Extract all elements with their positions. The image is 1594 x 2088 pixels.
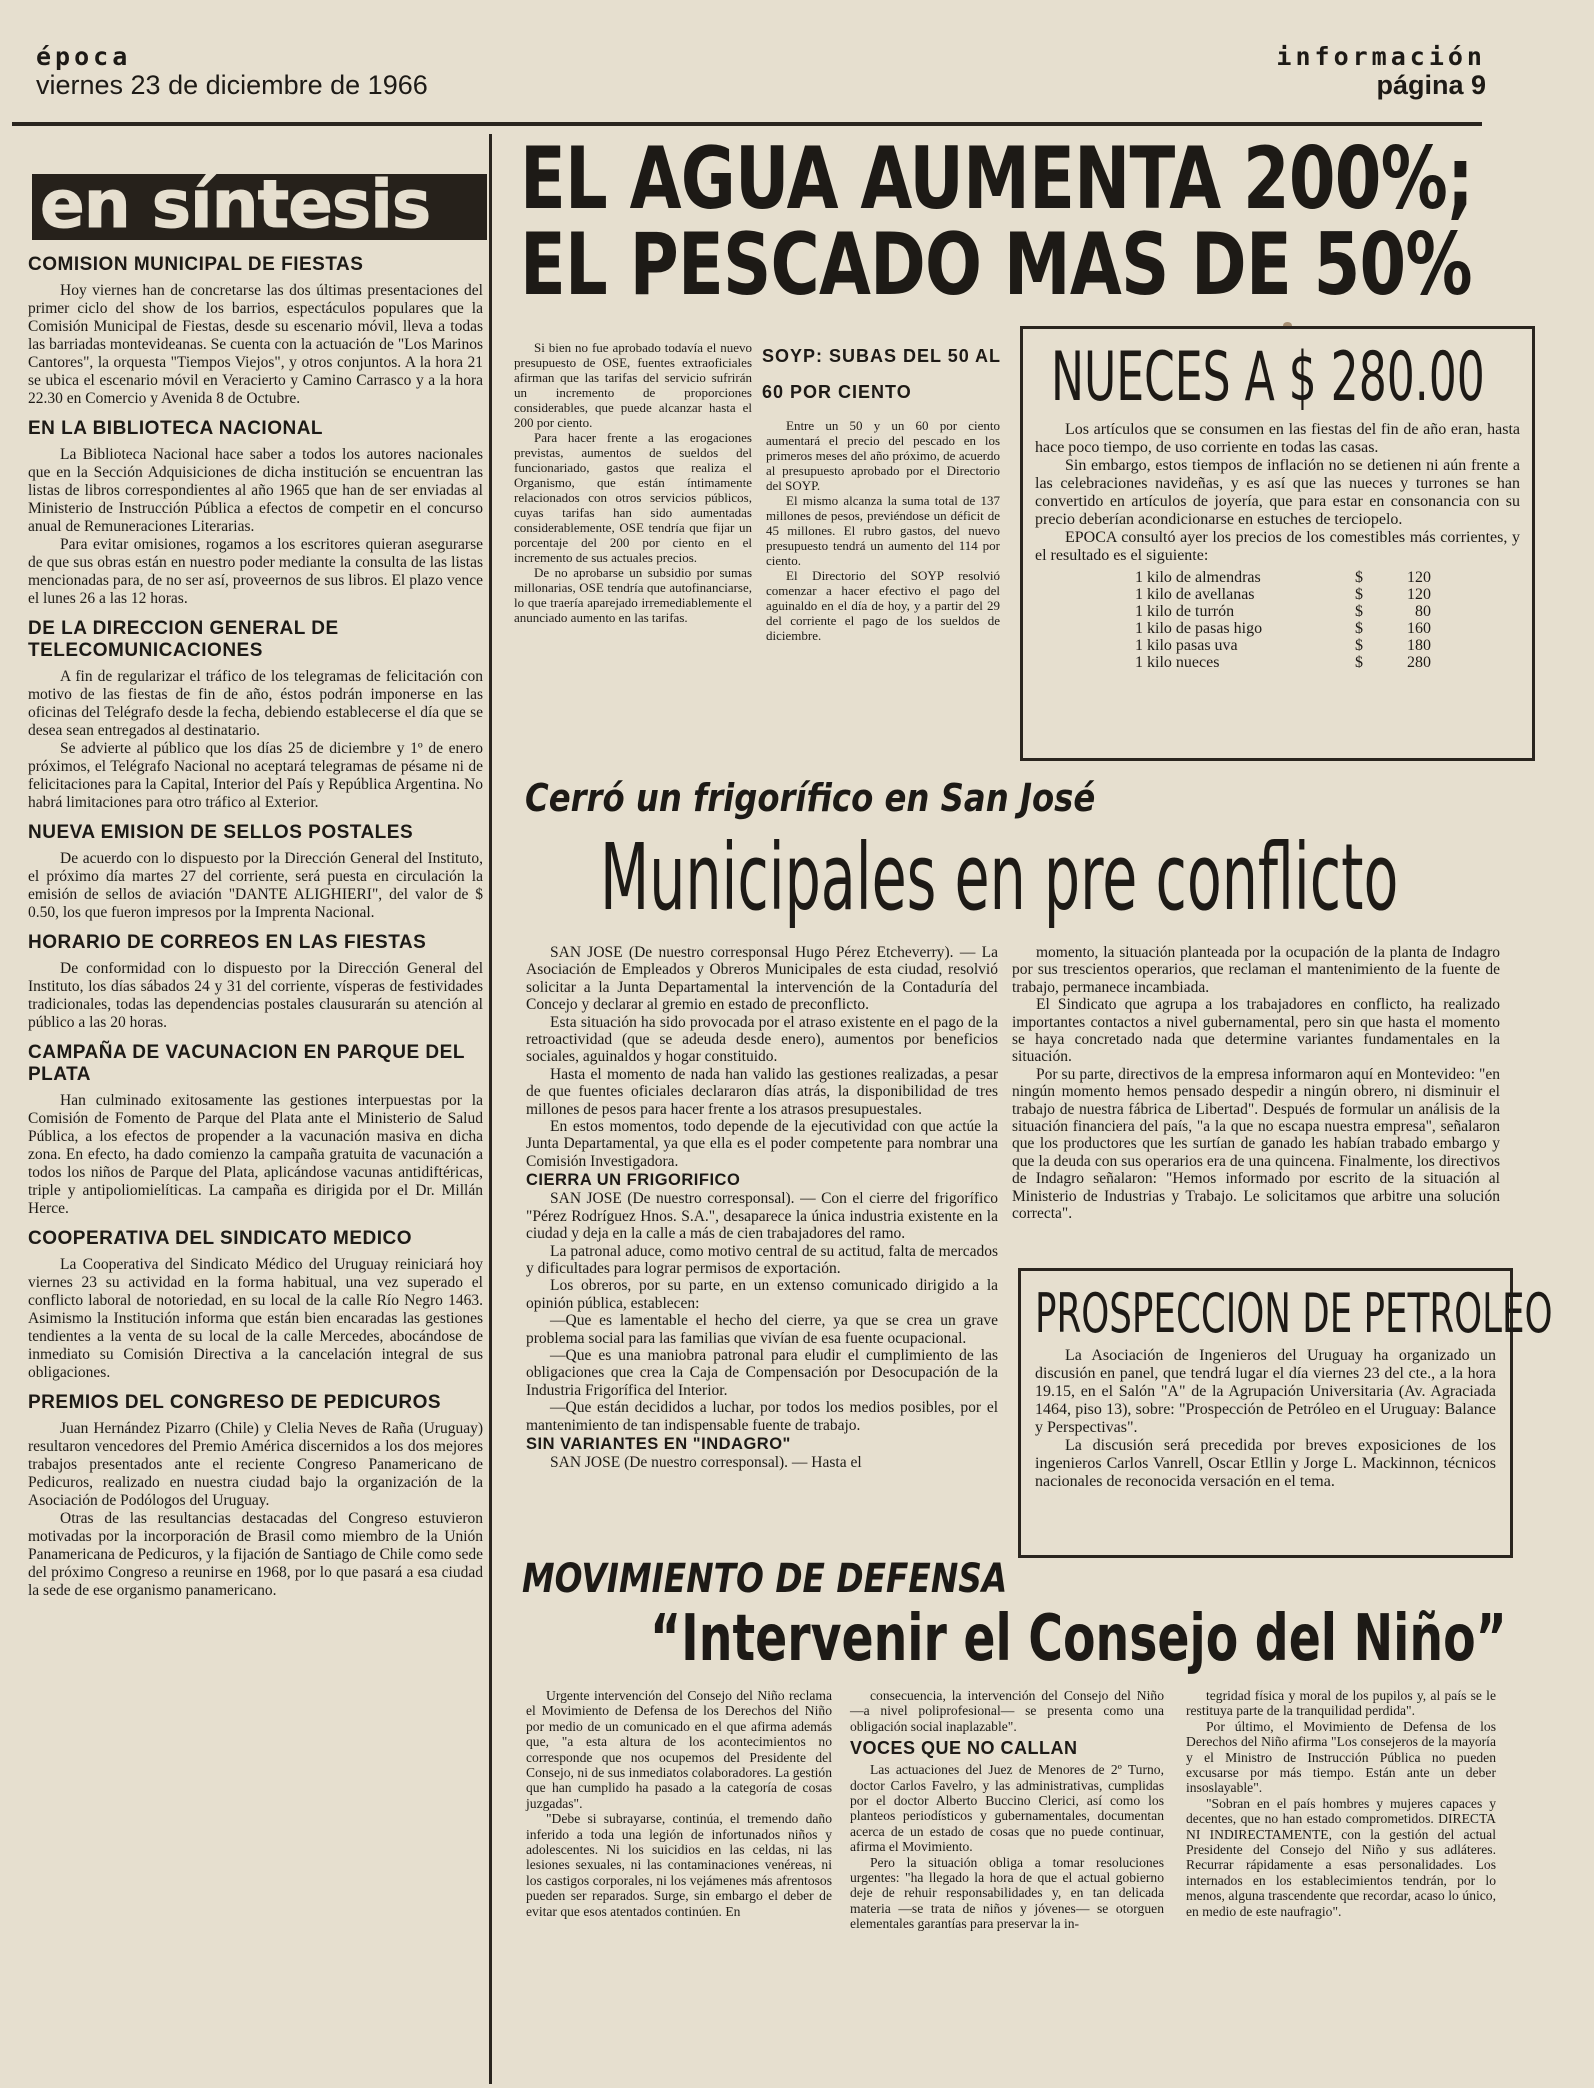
agua-paragraph: De no aprobarse un subsidio por sumas millonarias, OSE tendría que autofinanciarse, lo que traería aparejado irremediablemente el anunciado aumento en las tarifas. bbox=[514, 565, 752, 625]
brief-item bbox=[28, 418, 483, 608]
article-subheading: VOCES QUE NO CALLAN bbox=[850, 1738, 1078, 1759]
petroleo-paragraph: La Asociación de Ingenieros del Uruguay ha organizado un discusión en panel, que tendrá lugar el día viernes 23 del cte., a la hora 19.15, en el Salón "A" de la Agrupación Universitaria (Av. Agraciada 1464, piso 13), sobre: "Prospección de Petróleo en el Uruguay: Balance y Perspectivas". bbox=[1035, 1347, 1496, 1436]
soyp-paragraph: El mismo alcanza la suma total de 137 millones de pesos, previéndose un déficit de 45 millones. El rubro gastos, del nuevo presupuesto tendrá un aumento del 114 por ciento. bbox=[766, 493, 1000, 568]
consejo-paragraph: Pero la situación obliga a tomar resoluciones urgentes: "ha llegado la hora de que el actual gobierno deje de rehuir responsabilidades y, en tan delicada materia —se trata de niños y jóvenes— se otorguen elementales garantías para preservar la in- bbox=[850, 1854, 1164, 1932]
agua-headline bbox=[520, 129, 1474, 315]
brief-paragraph: La Biblioteca Nacional hace saber a todos los autores nacionales que en la Sección Adquisiciones de dicha institución se encuentran las listas de libros correspondientes al año 1965 que han de ser enviadas al Ministerio de Instrucción Pública a efectos de competir en el concurso anual de Remuneraciones Literarias. bbox=[28, 446, 483, 535]
consejo-headline: “Intervenir el Consejo del Niño” bbox=[650, 1602, 1507, 1676]
article-subheading: CIERRA UN FRIGORIFICO bbox=[526, 1171, 741, 1190]
frigorifico-paragraph: Los obreros, por su parte, en un extenso comunicado dirigido a la opinión pública, establecen: bbox=[526, 1277, 998, 1312]
frigorifico-paragraph: El Sindicato que agrupa a los trabajadores en conflicto, ha realizado importantes contactos a nivel gubernamental, pero sin que hasta el momento se haya concretado nada que determine variantes fundamentales en la situación. bbox=[1012, 996, 1500, 1066]
frigorifico-paragraph: —Que es lamentable el hecho del cierre, ya que se crea un grave problema social para las familias que vivían de esa fuente ocupacional. bbox=[526, 1312, 998, 1347]
brief-item bbox=[28, 618, 483, 812]
section-tag-informacion: información bbox=[1276, 42, 1486, 71]
brief-paragraph: De conformidad con lo dispuesto por la Dirección General del Instituto, los días sábados 24 y 31 del corriente, vísperas de festividades tradicionales, todas las dependencias postales clausurarán su atención al público a las 20 horas. bbox=[28, 960, 483, 1031]
petroleo-box bbox=[1018, 1268, 1553, 1558]
brief-heading: COMISION MUNICIPAL DE FIESTAS bbox=[28, 254, 364, 275]
frigorifico-paragraph: momento, la situación planteada por la ocupación de la planta de Indagro por sus trescientos operarios, que reclaman el mantenimiento de la fuente de trabajo, permanece incambiada. bbox=[1012, 944, 1500, 996]
brief-item bbox=[28, 822, 483, 922]
price-item: 1 kilo pasas uva bbox=[1135, 637, 1238, 654]
price-item: 1 kilo de pasas higo bbox=[1135, 620, 1263, 637]
brief-paragraph: Hoy viernes han de concretarse las dos últimas presentaciones del primer ciclo del show de los barrios, espectáculos populares que la Comisión Municipal de Fiestas, desde su escenario móvil, lleva a todas las barriadas montevideanas. Se cuenta con la actuación de "Los Marinos Cantores", la orquesta "Tiempos Viejos", y otros conjuntos. A la hora 21 se ubica el escenario móvil en Veracierto y Camino Carrasco y a la hora 22.30 en Comercio y Avenida 8 de Octubre. bbox=[28, 282, 483, 407]
brief-paragraph: De acuerdo con lo dispuesto por la Dirección General del Instituto, el próximo día martes 27 del corriente, será puesta en circulación la emisión de sellos de aviación "DANTE ALIGHIERI", del valor de $ 0.50, los que fueron impresos por la Imprenta Nacional. bbox=[28, 850, 483, 921]
price-item: 1 kilo de almendras bbox=[1135, 569, 1261, 586]
consejo-paragraph: Por último, el Movimiento de Defensa de los Derechos del Niño afirma "Los consejeros de la mayoría y el Ministro de Instrucción Pública no pueden excusarse por más tiempo. Están ante un deber insoslayable". bbox=[1186, 1718, 1496, 1796]
price-value: 280 bbox=[1407, 654, 1431, 671]
price-list bbox=[1135, 569, 1520, 671]
nueces-box bbox=[1020, 326, 1535, 761]
consejo-column-2 bbox=[850, 1688, 1164, 1932]
consejo-paragraph: tegridad física y moral de los pupilos y, al país se le restituya parte de la tranquilidad perdida". bbox=[1186, 1688, 1496, 1719]
consejo-paragraph: "Sobran en el país hombres y mujeres capaces y decentes, que no han estado comprometidos. DIRECTA NI INDIRECTAMENTE, con la gestión del actual Presidente del Consejo del Niño y sus adláteres. Recurrar rápidamente a esas personalidades. Los internados en los establecimientos tendrán, por lo menos, alguna trascendente que recordar, acaso lo único, en medio de este naufragio". bbox=[1186, 1795, 1496, 1919]
agua-column-ose bbox=[514, 340, 752, 625]
brief-heading: NUEVA EMISION DE SELLOS POSTALES bbox=[28, 822, 414, 843]
consejo-paragraph: Urgente intervención del Consejo del Niño reclama el Movimiento de Defensa de los Derechos del Niño por medio de un comunicado en el que afirma además que, "a esta altura de los acontecimientos no corresponde que nos ocupemos del Presidente del Consejo, ni de sus inmediatos colaboradores. La gestión que han cumplido ha pasado a la categoría de cosas juzgadas". bbox=[526, 1688, 832, 1811]
soyp-paragraph: Entre un 50 y un 60 por ciento aumentará el precio del pescado en los primeros meses del año próximo, de acuerdo al presupuesto aprobado por el Directorio del SOYP. bbox=[766, 418, 1000, 493]
article-subheading: SIN VARIANTES EN "INDAGRO" bbox=[526, 1434, 791, 1453]
consejo-column-3 bbox=[1186, 1688, 1496, 1919]
brief-item bbox=[28, 254, 483, 408]
brief-paragraph: A fin de regularizar el tráfico de los telegramas de felicitación con motivo de las fiestas de fin de año, éstos podrán imponerse en las oficinas del Telégrafo desde la fecha, debiendo establecerse el día que se desea sean entregados al destinatario. bbox=[28, 668, 483, 739]
frigorifico-paragraph: En estos momentos, todo depende de la ejecutividad con que actúe la Junta Departamental, ya que ella es el poder competente para nombrar una Comisión Investigadora. bbox=[526, 1118, 998, 1170]
brief-heading: COOPERATIVA DEL SINDICATO MEDICO bbox=[28, 1228, 413, 1249]
frigorifico-paragraph: Hasta el momento de nada han valido las gestiones realizadas, a pesar de que fuentes oficiales declararon días atrás, la disponibilidad de tres millones de pesos para hacer frente a los atrasos presupuestales. bbox=[526, 1065, 998, 1118]
brief-item bbox=[28, 1392, 483, 1600]
brief-paragraph: Se advierte al público que los días 25 de diciembre y 1º de enero próximos, el Telégrafo Nacional no aceptará telegramas de pésame ni de felicitaciones para la Capital, Interior del País y República Argentina. No habrá limitaciones para otro tráfico al Exterior. bbox=[28, 740, 483, 811]
agua-headline-line1: EL AGUA AUMENTA 200%; bbox=[520, 129, 1474, 229]
frigorifico-paragraph: SAN JOSE (De nuestro corresponsal). — Con el cierre del frigorífico "Pérez Rodríguez Hnos. S.A.", desaparece la única industria existente en la ciudad y deja en la calle a más de cien trabajadores del ramo. bbox=[526, 1190, 998, 1243]
price-row bbox=[1135, 569, 1520, 586]
price-row bbox=[1135, 603, 1520, 620]
section-tag-epoca: época bbox=[36, 42, 132, 71]
frigorifico-paragraph: SAN JOSE (De nuestro corresponsal). — Hasta el bbox=[550, 1453, 862, 1471]
price-item: 1 kilo nueces bbox=[1135, 654, 1220, 671]
frigorifico-paragraph: La patronal aduce, como motivo central de su actitud, falta de mercados y dificultades para lograr permisos de exportación. bbox=[526, 1242, 998, 1277]
nueces-paragraph: EPOCA consultó ayer los precios de los comestibles más corrientes, y el resultado es el siguiente: bbox=[1035, 529, 1520, 564]
consejo-kicker: MOVIMIENTO DE DEFENSA bbox=[522, 1556, 1008, 1602]
price-currency: $ bbox=[1355, 637, 1363, 654]
price-value: 180 bbox=[1407, 637, 1431, 654]
brief-item bbox=[28, 932, 483, 1032]
brief-heading: HORARIO DE CORREOS EN LAS FIESTAS bbox=[28, 932, 427, 953]
sintesis-title: en síntesis bbox=[40, 166, 431, 243]
masthead-right bbox=[1276, 44, 1486, 100]
soyp-subheading: SOYP: SUBAS DEL 50 AL 60 POR CIENTO bbox=[762, 346, 1001, 402]
consejo-paragraph: consecuencia, la intervención del Consejo del Niño —a nivel poliprofesional— se presenta como una obligación social inaplazable". bbox=[850, 1688, 1164, 1734]
sintesis-column bbox=[12, 134, 492, 2084]
frigorifico-paragraph: —Que es una maniobra patronal para eludir el cumplimiento de las obligaciones que crea la Caja de Compensación por Desocupación de la Industria Frigorífica del Interior. bbox=[526, 1346, 998, 1399]
brief-paragraph: Otras de las resultancias destacadas del Congreso estuvieron motivadas por la incorporación de Brasil como miembro de la Unión Panamericana de Pedicuros, y la fijación de Santiago de Chile como sede del próximo Congreso a reunirse en 1968, por lo que pasará a esa ciudad la sede de ese organismo panamericano. bbox=[28, 1510, 483, 1599]
nueces-text bbox=[1035, 421, 1520, 565]
frigorifico-kicker: Cerró un frigorífico en San José bbox=[525, 776, 1096, 820]
page-number: página 9 bbox=[1376, 70, 1486, 100]
frigorifico-column-1 bbox=[526, 944, 998, 1471]
frigorifico-paragraph: SAN JOSE (De nuestro corresponsal Hugo Pérez Etcheverry). — La Asociación de Empleados y Obreros Municipales de esta ciudad, resolvió solicitar a la Junta Departamental la intervención de la Contaduría del Concejo y declarar al gremio en estado de preconflicto. bbox=[526, 944, 998, 1014]
masthead-left bbox=[36, 44, 428, 100]
sintesis-briefs bbox=[12, 254, 489, 1600]
price-currency: $ bbox=[1355, 586, 1363, 603]
brief-item bbox=[28, 1228, 483, 1382]
petroleo-paragraph: La discusión será precedida por breves exposiciones de los ingenieros Carlos Vanrell, Oscar Etllin y Jorge L. Mackinnon, técnicos nacionales de reconocida versación en el tema. bbox=[1035, 1437, 1496, 1490]
agua-headline-line2: EL PESCADO MAS DE 50% bbox=[520, 215, 1472, 315]
consejo-paragraph: Las actuaciones del Juez de Menores de 2º Turno, doctor Carlos Favelro, y las administrativas, cumplidas por el doctor Alberto Buccino Clerici, así como los planteos periodísticos y gubernamentales, documentan acerca de un estado de cosas que no puede continuar, afirma el Movimiento. bbox=[850, 1762, 1164, 1855]
consejo-column-1 bbox=[526, 1688, 832, 1919]
agua-column-soyp bbox=[766, 418, 1000, 643]
issue-date: viernes 23 de diciembre de 1966 bbox=[36, 70, 428, 100]
sintesis-title-banner bbox=[32, 166, 487, 243]
price-value: 120 bbox=[1407, 569, 1431, 586]
brief-paragraph: Para evitar omisiones, rogamos a los escritores quieran asegurarse de que sus obras están en nuestro poder mediante la consulta de las listas mencionadas para, de no ser así, proveernos de sus libros. El plazo vence el lunes 26 a las 12 horas. bbox=[28, 536, 483, 607]
price-value: 80 bbox=[1415, 603, 1431, 620]
frigorifico-paragraph: —Que están decididos a luchar, por todos los medios posibles, por el mantenimiento de tan indispensable fuente de trabajo. bbox=[526, 1399, 998, 1434]
brief-heading: DE LA DIRECCION GENERAL DE TELECOMUNICACIONES bbox=[28, 618, 339, 661]
price-value: 120 bbox=[1407, 586, 1431, 603]
frigorifico-headline: Municipales en pre conflicto bbox=[600, 824, 1399, 931]
brief-paragraph: La Cooperativa del Sindicato Médico del Uruguay reiniciará hoy viernes 23 su actividad en la forma habitual, una vez superado el conflicto laboral de notoriedad, en su local de la calle Río Negro 1463. Asimismo la Institución informa que están bien encaradas las gestiones tendientes a la venta de su local de la calle Mercedes, abocándose de inmediato su Comisión Directiva a la cancelación integral de sus obligaciones. bbox=[28, 1256, 483, 1381]
frigorifico-paragraph: Por su parte, directivos de la empresa informaron aquí en Montevideo: "en ningún momento hemos pensado despedir a ningún obrero, ni disminuir el trabajo de nuestra fábrica de Libertad". Después de formular un análisis de la situación financiera del país, "a la que no escapa nuestra empresa", señalaron que los productores que les surtían de ganado les habían trabado embargo y que la deuda con sus operarios era de una quincena. Finalmente, los directivos de Indagro señalaron: "Hemos informado por escrito de la situación al Ministerio de Industrias y Trabajo. Le solicitamos que arbitre una solución correcta". bbox=[1012, 1065, 1500, 1223]
brief-item bbox=[28, 1042, 483, 1218]
agua-paragraph: Si bien no fue aprobado todavía el nuevo presupuesto de OSE, fuentes extraoficiales afirman que las tarifas del servicio sufrirán un incremento de proporciones considerables, que puede alcanzar hasta el 200 por ciento. bbox=[514, 340, 752, 430]
price-row bbox=[1135, 620, 1520, 637]
price-row bbox=[1135, 637, 1520, 654]
consejo-paragraph: "Debe si subrayarse, continúa, el tremendo daño inferido a toda una legión de infortunados niños y adolescentes. Ni los suicidios en las celdas, ni las lesiones sexuales, ni las contaminaciones venéreas, ni los castigos corporales, ni los vejámenes más afrentosos pueden ser reparados. Surge, sin embargo el deber de evitar que esos atentados continúen. En bbox=[526, 1811, 832, 1919]
brief-heading: CAMPAÑA DE VACUNACION EN PARQUE DEL PLATA bbox=[28, 1042, 465, 1085]
brief-paragraph: Juan Hernández Pizarro (Chile) y Clelia Neves de Raña (Uruguay) resultaron vencedores del Premio América discernidos a los dos mejores trabajos presentados ante el reciente Congreso Panamericano de Pedicuros, realizado en nuestra ciudad bajo la organización de la Asociación de Podólogos del Uruguay. bbox=[28, 1420, 483, 1509]
price-currency: $ bbox=[1355, 569, 1363, 586]
price-value: 160 bbox=[1407, 620, 1431, 637]
soyp-paragraph: El Directorio del SOYP resolvió comenzar a hacer efectivo el pago del aguinaldo en el día de hoy, y a partir del 29 del corriente el pago de los sueldos de diciembre. bbox=[766, 568, 1000, 643]
price-row bbox=[1135, 654, 1520, 671]
nueces-paragraph: Sin embargo, estos tiempos de inflación no se detienen ni aún frente a las celebraciones navideñas, y es así que las nueces y turrones se han convertido en artículos de joyería, que para estar en consonancia con su precio deberían acondicionarse en estuches de terciopelo. bbox=[1035, 457, 1520, 528]
price-currency: $ bbox=[1355, 654, 1363, 671]
masthead-rule bbox=[12, 122, 1482, 126]
price-row bbox=[1135, 586, 1520, 603]
brief-heading: EN LA BIBLIOTECA NACIONAL bbox=[28, 418, 324, 439]
petroleo-text bbox=[1035, 1347, 1496, 1491]
price-item: 1 kilo de turrón bbox=[1135, 603, 1235, 620]
frigorifico-paragraph: Esta situación ha sido provocada por el atraso existente en el pago de la retroactividad (que se adeuda desde enero), aumentos por beneficios sociales, aguinaldos y hogar constituido. bbox=[526, 1013, 998, 1066]
price-currency: $ bbox=[1355, 620, 1363, 637]
nueces-title: NUECES A $ 280.00 bbox=[1051, 338, 1485, 417]
brief-paragraph: Han culminado exitosamente las gestiones interpuestas por la Comisión de Fomento de Parque del Plata ante el Ministerio de Salud Pública, a los efectos de propender a la vacunación masiva en dicha zona. En efecto, ha dado comienzo la campaña gratuita de vacunación a todos los niños de Parque del Plata, aplicándose vacunas antidiftéricas, triple y antipoliomielíticas. La campaña es dirigida por el Dr. Millán Herce. bbox=[28, 1092, 483, 1217]
frigorifico-column-2 bbox=[1012, 944, 1500, 1223]
price-currency: $ bbox=[1355, 603, 1363, 620]
petroleo-title: PROSPECCION DE PETROLEO bbox=[1035, 1282, 1553, 1345]
price-item: 1 kilo de avellanas bbox=[1135, 586, 1255, 603]
agua-paragraph: Para hacer frente a las erogaciones previstas, aumentos de sueldos del funcionariado, gastos que realiza el Organismo, que están íntimamente relacionados con otros servicios públicos, cuyas tarifas han sido aumentadas considerablemente, OSE tendría que fijar un porcentaje del 200 por ciento en el incremento de sus actuales precios. bbox=[514, 430, 752, 565]
nueces-paragraph: Los artículos que se consumen en las fiestas del fin de año eran, hasta hace poco tiempo, de uso corriente en todas las casas. bbox=[1035, 421, 1520, 456]
brief-heading: PREMIOS DEL CONGRESO DE PEDICUROS bbox=[28, 1392, 442, 1413]
